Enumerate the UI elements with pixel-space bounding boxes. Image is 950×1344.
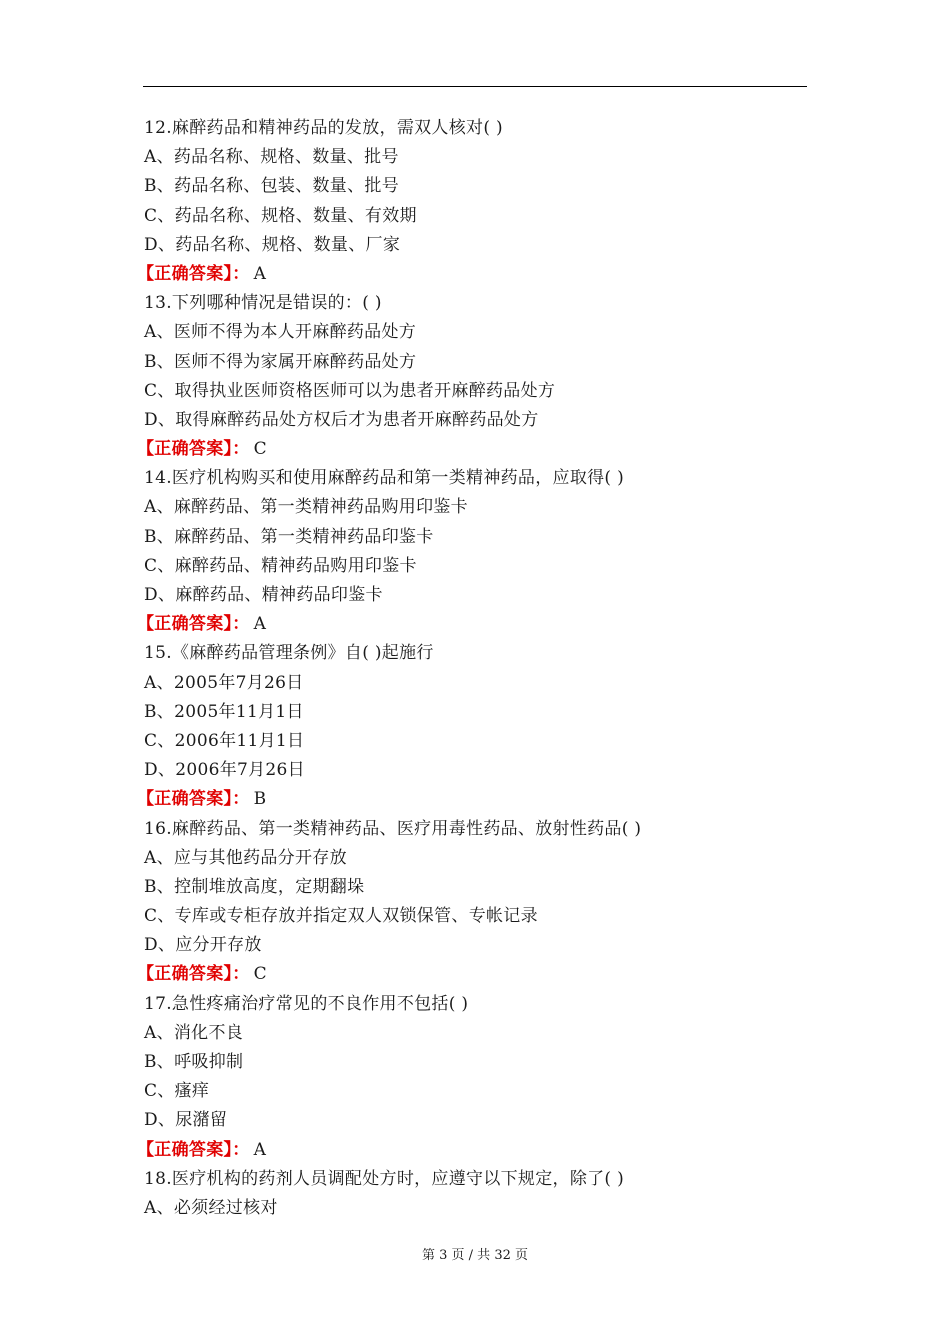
option-d: D、麻醉药品、精神药品印鉴卡 (144, 585, 383, 605)
option-c: C、药品名称、规格、数量、有效期 (144, 205, 417, 226)
option-a: A、医师不得为本人开麻醉药品处方 (144, 322, 417, 343)
option-b: B、医师不得为家属开麻醉药品处方 (144, 351, 417, 372)
option-d: D、应分开存放 (144, 935, 262, 956)
answer-value: A (253, 263, 267, 284)
answer-label: 【正确答案】： (137, 964, 250, 985)
question-stem: 18.医疗机构的药剂人员调配处方时，应遵守以下规定，除了( ) (144, 1168, 625, 1189)
answer-label: 【正确答案】： (137, 614, 250, 635)
page-number: 第 3 页 / 共 32 页 (422, 1248, 528, 1263)
question-stem: 13.下列哪种情况是错误的：( ) (144, 293, 382, 314)
option-a: A、消化不良 (144, 1022, 244, 1043)
option-d: D、2006年7月26日 (144, 760, 305, 781)
answer-label: 【正确答案】： (137, 789, 250, 810)
option-a: A、应与其他药品分开存放 (144, 847, 347, 868)
option-a: A、药品名称、规格、数量、批号 (144, 147, 399, 168)
question-stem: 17.急性疼痛治疗常见的不良作用不包括( ) (144, 993, 469, 1014)
question-stem: 12.麻醉药品和精神药品的发放，需双人核对( ) (144, 118, 503, 138)
option-a: A、2005年7月26日 (144, 672, 304, 693)
answer-label: 【正确答案】： (137, 1139, 250, 1160)
option-c: C、2006年11月1日 (144, 730, 305, 751)
option-d: D、药品名称、规格、数量、厂家 (144, 234, 401, 255)
answer-label: 【正确答案】： (137, 263, 250, 284)
answer-line (137, 435, 808, 464)
option-d: D、取得麻醉药品处方权后才为患者开麻醉药品处方 (144, 409, 539, 430)
answer-value: C (253, 439, 267, 460)
answer-line (137, 785, 808, 814)
answer-label: 【正确答案】： (137, 439, 250, 460)
header-rule (143, 86, 807, 87)
option-a: A、必须经过核对 (144, 1197, 278, 1218)
answer-value: B (253, 789, 267, 810)
answer-line (137, 1136, 808, 1165)
option-c: C、瘙痒 (144, 1081, 210, 1102)
answer-value: C (253, 964, 267, 985)
option-c: C、取得执业医师资格医师可以为患者开麻醉药品处方 (144, 380, 556, 401)
question-list (137, 114, 808, 1223)
option-c: C、专库或专柜存放并指定双人双锁保管、专帐记录 (144, 906, 538, 927)
answer-line (137, 610, 808, 639)
option-b: B、控制堆放高度，定期翻垛 (144, 876, 365, 897)
option-d: D、尿潴留 (144, 1110, 228, 1131)
option-b: B、药品名称、包装、数量、批号 (144, 176, 399, 197)
answer-value: A (253, 1139, 267, 1160)
answer-value: A (253, 614, 267, 635)
answer-line (137, 960, 808, 989)
question-stem: 16.麻醉药品、第一类精神药品、医疗用毒性药品、放射性药品( ) (144, 818, 642, 839)
option-a: A、麻醉药品、第一类精神药品购用印鉴卡 (144, 497, 468, 518)
question-stem: 14.医疗机构购买和使用麻醉药品和第一类精神药品，应取得( ) (144, 468, 625, 489)
question-stem: 15.《麻醉药品管理条例》自( )起施行 (144, 643, 434, 664)
option-b: B、麻醉药品、第一类精神药品印鉴卡 (144, 526, 434, 547)
option-b: B、呼吸抑制 (144, 1052, 244, 1072)
option-c: C、麻醉药品、精神药品购用印鉴卡 (144, 555, 417, 576)
option-b: B、2005年11月1日 (144, 701, 304, 722)
answer-line (137, 260, 808, 289)
